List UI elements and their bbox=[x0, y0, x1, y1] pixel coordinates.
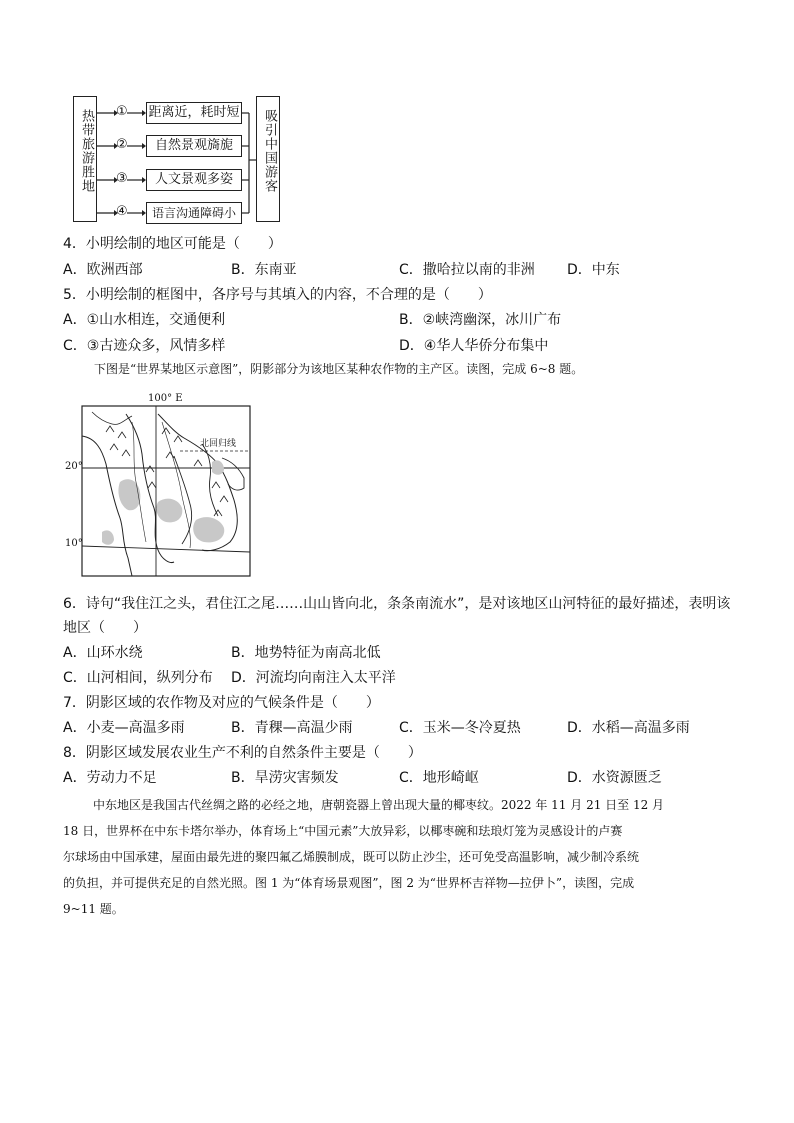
q8-option-c: C．地形崎岖 bbox=[399, 770, 479, 786]
region-map bbox=[62, 392, 254, 578]
flowchart-item-1-text: 距离近，耗时短 bbox=[148, 105, 240, 120]
flowchart-item-3-text: 人文景观多姿 bbox=[154, 172, 233, 187]
map-tropic-label: 北回归线 bbox=[200, 439, 237, 449]
q6-stem-line-1: 6．诗句“我住江之头，君住江之尾……山山皆向北，条条南流水”，是对该地区山河特征的最好描述，表明该 bbox=[63, 596, 731, 612]
q5-option-d: D．④华人华侨分布集中 bbox=[399, 338, 549, 354]
intro-paragraph-1: 下图是“世界某地区示意图”，阴影部分为该地区某种农作物的主产区。读图，完成 6~8 题。 bbox=[94, 362, 584, 376]
q4-option-c: C．撒哈拉以南的非洲 bbox=[399, 262, 535, 278]
flowchart-num-1: ① bbox=[116, 104, 128, 119]
intro-2-line-4: 的负担，并可提供充足的自然光照。图 1 为“体育场景观图”，图 2 为“世界杯吉祥物—拉伊卜”，读图，完成 bbox=[63, 876, 635, 890]
map-longitude-label: 100° E bbox=[148, 393, 183, 404]
q5-option-b: B．②峡湾幽深，冰川广布 bbox=[399, 312, 562, 328]
q6-option-a: A．山环水绕 bbox=[63, 645, 143, 661]
region-map-drawing bbox=[62, 392, 254, 578]
intro-2-line-5: 9~11 题。 bbox=[63, 902, 124, 916]
q8-option-b: B．旱涝灾害频发 bbox=[231, 770, 339, 786]
map-lat-10-label: 10° bbox=[65, 538, 83, 549]
q6-option-b: B．地势特征为南高北低 bbox=[231, 645, 381, 661]
q7-option-a: A．小麦—高温多雨 bbox=[63, 720, 185, 736]
intro-paragraph-2 bbox=[63, 792, 743, 922]
intro-2-line-1: 中东地区是我国古代丝绸之路的必经之地，唐朝瓷器上曾出现大量的椰枣纹。2022 年 11 月 21 日至 12 月 bbox=[93, 798, 665, 812]
flowchart-item-2-text: 自然景观旖旎 bbox=[154, 138, 233, 153]
q7-option-d: D．水稻—高温多雨 bbox=[567, 720, 690, 736]
q6-option-c: C．山河相间，纵列分布 bbox=[63, 670, 213, 686]
flowchart-left-label: 热带旅游胜地 bbox=[79, 109, 94, 193]
q5-option-a: A．①山水相连，交通便利 bbox=[63, 312, 226, 328]
q5-option-c: C．③古迹众多，风情多样 bbox=[63, 338, 226, 354]
q8-stem: 8．阴影区域发展农业生产不利的自然条件主要是（ ） bbox=[63, 745, 422, 761]
flowchart-num-2: ② bbox=[116, 137, 128, 152]
q7-option-b: B．青稞—高温少雨 bbox=[231, 720, 353, 736]
flowchart-right-label: 吸引中国游客 bbox=[262, 109, 277, 193]
q7-stem: 7．阴影区域的农作物及对应的气候条件是（ ） bbox=[63, 695, 380, 711]
intro-2-line-3: 尔球场由中国承建，屋面由最先进的聚四氟乙烯膜制成，既可以防止沙尘，还可免受高温影响，减少制冷系统 bbox=[63, 850, 640, 864]
q8-option-a: A．劳动力不足 bbox=[63, 770, 157, 786]
q4-option-a: A．欧洲西部 bbox=[63, 262, 143, 278]
q4-option-d: D．中东 bbox=[567, 262, 620, 278]
flowchart-item-4 bbox=[146, 202, 242, 224]
flowchart-item-4-text: 语言沟通障碍小 bbox=[151, 206, 236, 220]
q6-option-d: D．河流均向南注入太平洋 bbox=[231, 670, 396, 686]
q6-stem-line-2: 地区（ ） bbox=[63, 620, 147, 636]
q4-option-b: B．东南亚 bbox=[231, 262, 297, 278]
flowchart-item-2 bbox=[146, 135, 242, 157]
flowchart-item-1 bbox=[146, 102, 242, 124]
flowchart-num-3: ③ bbox=[116, 171, 128, 186]
q7-option-c: C．玉米—冬冷夏热 bbox=[399, 720, 521, 736]
intro-2-line-2: 18 日，世界杯在中东卡塔尔举办，体育场上“中国元素”大放异彩，以椰枣碗和珐琅灯笼为灵感设计的卢赛 bbox=[63, 824, 623, 838]
q8-option-d: D．水资源匮乏 bbox=[567, 770, 662, 786]
flowchart bbox=[70, 94, 282, 226]
q4-stem: 4．小明绘制的地区可能是（ ） bbox=[63, 236, 282, 252]
map-lat-20-label: 20° bbox=[65, 461, 83, 472]
flowchart-item-3 bbox=[146, 169, 242, 191]
flowchart-num-4: ④ bbox=[116, 204, 128, 219]
q5-stem: 5．小明绘制的框图中，各序号与其填入的内容，不合理的是（ ） bbox=[63, 287, 492, 303]
